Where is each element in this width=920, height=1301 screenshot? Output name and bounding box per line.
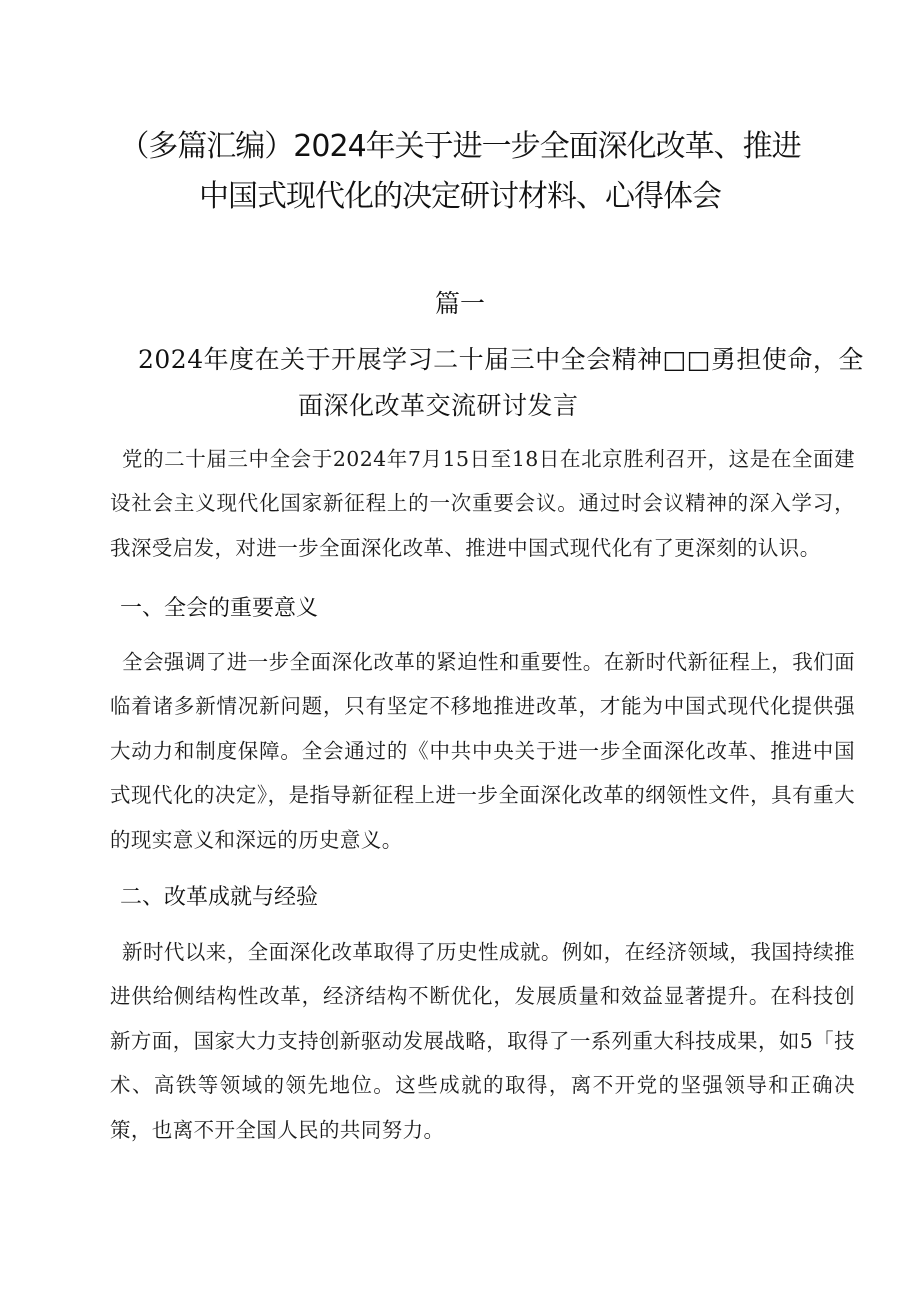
speech-title-line-1: 2024年度在关于开展学习二十届三中全会精神□□勇担使命，全	[138, 345, 864, 374]
section-heading-achievements: 二、改革成就与经验	[120, 885, 319, 910]
section-heading-significance: 一、全会的重要意义	[120, 596, 319, 621]
document-title-line-2: 中国式现代化的决定研讨材料、心得体会	[199, 179, 721, 214]
part-label: 篇一	[434, 289, 485, 318]
document-title-line-1: （多篇汇编）2024年关于进一步全面深化改革、推进	[119, 129, 801, 164]
section-paragraph-significance: 全会强调了进一步全面深化改革的紧迫性和重要性。在新时代新征程上，我们面临着诸多新情况新问题，只有坚定不移地推进改革，才能为中国式现代化提供强大动力和制度保障。全会通过的《中共中央关于进一步全面深化改革、推进中国式现代化的决定》，是指导新征程上进一步全面深化改革的纲领性文件，具有重大的现实意义和深远的历史意义。	[110, 650, 855, 852]
speech-title-line-2: 面深化改革交流研讨发言	[298, 391, 579, 420]
intro-paragraph: 党的二十届三中全会于2024年7月15日至18日在北京胜利召开，这是在全面建设社会主义现代化国家新征程上的一次重要会议。通过时会议精神的深入学习，我深受启发，对进一步全面深化改革、推进中国式现代化有了更深刻的认识。	[110, 447, 855, 560]
section-paragraph-achievements: 新时代以来，全面深化改革取得了历史性成就。例如，在经济领域，我国持续推进供给侧结构性改革，经济结构不断优化，发展质量和效益显著提升。在科技创新方面，国家大力支持创新驱动发展战略，取得了一系列重大科技成果，如5「技术、高铁等领域的领先地位。这些成就的取得，离不开党的坚强领导和正确决策，也离不开全国人民的共同努力。	[110, 940, 855, 1142]
